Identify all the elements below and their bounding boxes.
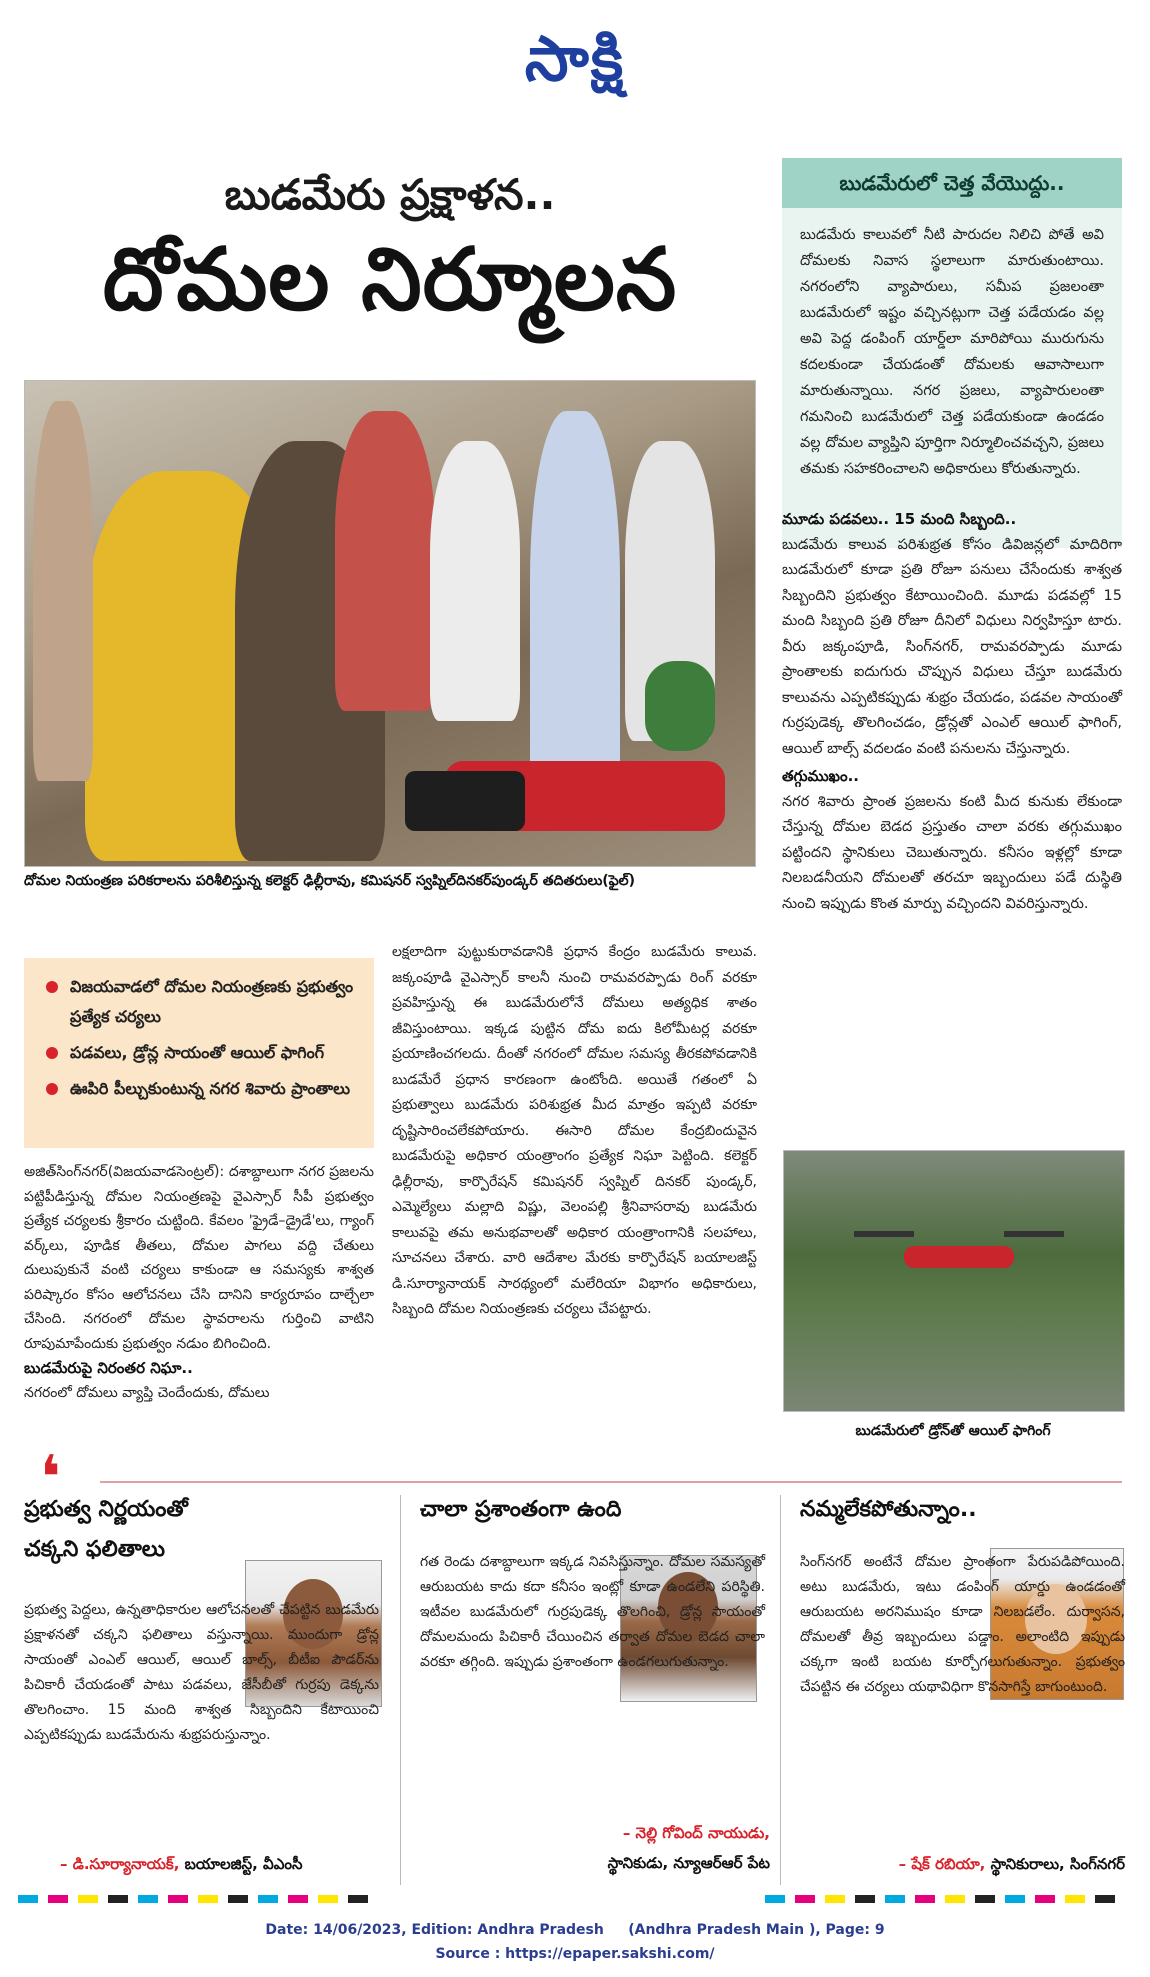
sidebar-text: బుడమేరు కాలువలో నీటి పారుదల నిలిచి పోతే అవి దోమలకు నివాస స్థలాలుగా మారుతుంటాయి. నగరంలోని వ్యాపారులు, సమీప ప్రజలంతా బుడమేరులో ఇష్టం వచ్చినట్లుగా చెత్త పడేయడం వల్ల అవి పెద్ద డంపింగ్ యార్డ్‌లా మారిపోయి మురుగును కదలకుండా చేయడంతో దోమలకు ఆవాసాలుగా మారుతున్నాయి. నగర ప్రజలు, వ్యాపారులంతా గమనించి బుడమేరులో చెత్త పడేయకుండా ఉండడం వల్ల దోమల వ్యాప్తిని పూర్తిగా నిర్మూలించవచ్చని, ప్రజలు తమకు సహకరించాలని అధికారులు కోరుతున్నారు. [800,227,1104,477]
quote-mark-icon: ❛ [40,1443,61,1513]
quote-1-body [24,1598,379,1748]
color-registration-bar-left [18,1895,378,1903]
photo-equipment-green [645,661,715,751]
quote-2-name: – నెల్లి గోవింద్ నాయుడు, [622,1824,770,1842]
quote-3-role: స్థానికురాలు, సింగ్‌నగర్ [985,1855,1125,1873]
drone-icon [904,1246,1014,1268]
quote-1-name: – డి.సూర్యానాయక్, [60,1855,180,1873]
quote-3-signature [790,1855,1125,1877]
photo-figure-man-check [335,411,435,711]
drone-rotor-left [854,1231,914,1237]
left-paragraph-1: అజిత్‌సింగ్‌నగర్(విజయవాడసెంట్రల్): దశాబ్దాలుగా నగర ప్రజలను పట్టిపీడిస్తున్న దోమల నియంత్రణపై వైఎస్సార్ సీపీ ప్రభుత్వం ప్రత్యేక చర్యలకు శ్రీకారం చుట్టింది. కేవలం 'ఫ్రైడే–డ్రైడే'లు, గ్యాంగ్ వర్క్‌లు, పూడిక తీతలు, దోమల పాగలు వద్ది చేతులు దులుపుకునే వంటి చర్యలు కాకుండా ఆ సమస్యకు శాశ్వత పరిష్కారం కోసం ఆలోచనలు చేసి దానిని కార్యరూపం దాల్చేలా చేసింది. నగరంలో దోమల స్థావరాలను గుర్తించి వాటిని రూపుమాపేందుకు ప్రభుత్వం నడుం బిగించింది. [24,1164,374,1352]
footer-source-line[interactable]: Source : https://epaper.sakshi.com/ [435,1946,715,1962]
left-paragraph-2: నగరంలో దోమలు వ్యాప్తి చెందేందుకు, దోమలు [24,1384,270,1401]
quote-1-signature [60,1855,390,1877]
bullet-icon [46,981,58,993]
sidebar-title: బుడమేరులో చెత్త వేయొద్దు.. [782,158,1122,208]
highlights-box [24,958,374,1148]
quote-1-title-2: చక్కని ఫలితాలు [24,1537,165,1562]
quote-2-role: స్థానికుడు, న్యూఆర్ఆర్ పేట [607,1854,770,1872]
quote-1-text: ప్రభుత్వ పెద్దలు, ఉన్నతాధికారుల ఆలోచనలతో చేపట్టిన బుడమేరు ప్రక్షాళనతో చక్కని ఫలితాలు వస్తున్నాయి. ముందుగా డ్రోన్ల సాయంతో ఎంఎల్ ఆయిల్, ఆయిల్ బాల్స్, బీటీఐ పౌడర్‌ను పిచికారీ చేయడంతో పాటు పడవలు, జేసీబీతో గుర్రపు డెక్కను తొలగించాం. 15 మంది శాశ్వత సిబ్బందిని కేటాయించి ఎప్పటికప్పుడు బుడమేరును శుభ్రపరుస్తున్నాం. [24,1602,379,1743]
drone-rotor-right [1004,1231,1064,1237]
masthead-logo: సాక్షి [524,22,626,95]
quote-2-signature [520,1818,770,1878]
drone-caption: బుడమేరులో డ్రోన్‌తో ఆయిల్ ఫాగింగ్ [855,1423,1051,1439]
quote-3-text: సింగ్‌నగర్ అంటేనే దోమల ప్రాంతంగా పేరుపడిపోయింది. అటు బుడమేరు, ఇటు డంపింగ్ యార్డు ఉండడంతో ఆరుబయట అరనిముషం కూడా నిలబడలేం. దుర్వాసన, దోమలతో తీవ్ర ఇబ్బందులు పడ్డాం. అలాంటిది ఇప్పుడు చక్కగా ఇంటి బయట కూర్చోగలుగుతున్నాం. ప్రభుత్వం చేపట్టిన ఈ చర్యలు యథావిధిగా కొనసాగిస్తే బాగుంటుంది. [800,1554,1125,1695]
middle-paragraph: లక్షలాదిగా పుట్టుకురావడానికి ప్రధాన కేంద్రం బుడమేరు కాలువ. జక్కంపూడి వైఎస్సార్ కాలనీ నుంచి రామవరప్పాడు రింగ్ వరకూ ప్రవహిస్తున్న ఈ బుడమేరులోనే దోమలు అత్యధిక శాతం జీవిస్తుంటాయి. ఇక్కడ పుట్టిన దోమ ఐదు కిలోమీటర్ల వరకూ ప్రయాణించగలదు. దీంతో నగరంలో దోమల సమస్య తీరకపోవడానికి బుడమేరే ప్రధాన కారణంగా ఉంటోంది. అయితే గతంలో ఏ ప్రభుత్వాలు బుడమేరు పరిశుభ్రత మీద మాత్రం ఇప్పటి వరకూ దృష్టిసారించలేకపోయారు. ఈసారి దోమల కేంద్రబిందువైన బుడమేరుపై అధికార యంత్రాంగం ప్రత్యేక నిఘా పెట్టింది. కలెక్టర్ ఢిల్లీరావు, కార్పొరేషన్ కమిషనర్ స్వప్నిల్ దినకర్ పుండ్కర్, ఎమ్మెల్యేలు మల్లాది విష్ణు, వెలంపల్లి శ్రీనివాసరావు బుడమేరు కాలువపై తమ అనుభవాలతో అధికార యంత్రాంగానికి సలహాలు, సూచనలు చేశారు. వారి ఆదేశాల మేరకు కార్పొరేషన్ బయాలజిస్ట్ డి.సూర్యానాయక్ సారథ్యంలో మలేరియా విభాగం అధికారులు, సిబ్బంది దోమల నియంత్రణకు చర్యలు చేపట్టారు. [392,944,757,1317]
photo-equipment-black [405,771,525,831]
photo-figure-man-left [33,401,93,781]
sidebar-box [782,158,1122,548]
article-headline: దోమల నిర్మూలన [102,230,678,330]
bullet-icon [46,1083,58,1095]
footer-date-line: Date: 14/06/2023, Edition: Andhra Pradesh (Andhra Pradesh Main ), Page: 9 [265,1922,885,1938]
quote-2-text: గత రెండు దశాబ్దాలుగా ఇక్కడ నివసిస్తున్నాం. దోమల సమస్యతో ఆరుబయట కాదు కదా కనీసం ఇంట్లో కూడా ఉండలేని పరిస్థితి. ఇటీవల బుడమేరులో గుర్రపుడెక్క తొలగించి, డ్రోన్ల సాయంతో దోమలమందు పిచికారీ చేయించిన తర్వాత దోమల బెడద చాలా వరకూ తగ్గింది. ఇప్పుడు ప్రశాంతంగా ఉండగలుగుతున్నాం. [420,1554,765,1670]
quote-3-body [800,1550,1125,1700]
sidebar-body [782,208,1122,548]
color-registration-bar-right [765,1895,1125,1903]
highlight-item: పడవలు, డ్రోన్ల సాయంతో ఆయిల్ ఫాగింగ్ [42,1038,358,1068]
quote-2-body [420,1550,765,1675]
right-paragraph-2: నగర శివారు ప్రాంత ప్రజలను కంటి మీద కునుకు లేకుండా చేస్తున్న దోమల బెడద ప్రస్తుతం చాలా వరకు తగ్గుముఖం పట్టిందని స్థానికులు చెబుతున్నారు. కనీసం ఇళ్లల్లో కూడా నిలబడనీయని దోమలతో తరచూ ఇబ్బందులు పడే దుస్థితి నుంచి ఇప్పుడు కొంత మార్పు వచ్చిందని వివరిస్తున్నారు. [782,793,1122,912]
main-photo [24,380,756,867]
quote-block-2 [420,1490,765,1530]
quote-block-3 [800,1490,1125,1530]
highlight-item: విజయవాడలో దోమల నియంత్రణకు ప్రభుత్వం ప్రత్యేక చర్యలు [42,972,358,1032]
photo-figure-man-white [430,441,520,721]
photo-caption: దోమల నియంత్రణ పరికరాలను పరిశీలిస్తున్న కలెక్టర్ ఢిల్లీరావు, కమిషనర్ స్వప్నిల్‌దినకర్‌పుండ్కర్ తదితరులు(ఫైల్) [24,873,635,889]
subhead-surveillance: బుడమేరుపై నిరంతర నిఘా.. [24,1359,193,1377]
highlight-item: ఊపిరి పీల్చుకుంటున్న నగర శివారు ప్రాంతాలు [42,1074,358,1104]
left-column [24,1160,374,1405]
bullet-icon [46,1047,58,1059]
column-divider-1 [400,1495,401,1885]
column-divider-2 [780,1495,781,1885]
drone-photo [783,1150,1125,1412]
quote-1-role: బయాలజిస్ట్, వీఎంసీ [179,1855,303,1873]
quote-3-title: నమ్మలేకపోతున్నాం.. [800,1497,977,1522]
right-paragraph-1: బుడమేరు కాలువ పరిశుభ్రత కోసం డివిజన్లలో మాదిరిగా బుడమేరులో కూడా ప్రతి రోజూ పనులు చేసేందుకు శాశ్వత సిబ్బందిని ప్రభుత్వం కేటాయించింది. మూడు పడవల్లో 15 మంది సిబ్బంది ప్రతి రోజూ దీనిలో విధులు నిర్వహిస్తూ టారు. వీరు జక్కంపూడి, సింగ్‌నగర్, రామవరప్పాడు మూడు ప్రాంతాలకు ఐదుగురు చొప్పున విధులు చేస్తూ బుడమేరు కాలువను ఎప్పటికప్పుడు శుభ్రం చేయడం, పడవల సాయంతో గుర్రపుడెక్క తొలగించడం, డ్రోన్లతో ఎంఎల్ ఆయిల్ ఫాగింగ్, ఆయిల్ బాల్స్ వదలడం వంటి పనులను చేస్తున్నారు. [782,536,1122,757]
subhead-boats: మూడు పడవలు.. 15 మంది సిబ్బంది.. [782,510,1017,528]
section-divider [100,1481,1122,1483]
article-kicker: బుడమేరు ప్రక్షాళన.. [224,170,556,219]
middle-column [392,940,757,1323]
subhead-decline: తగ్గుముఖం.. [782,767,859,785]
quote-block-1 [24,1490,379,1570]
quote-1-title: ప్రభుత్వ నిర్ణయంతో [24,1497,188,1522]
quote-2-title: చాలా ప్రశాంతంగా ఉంది [420,1497,622,1522]
right-column [782,507,1122,917]
quote-3-name: – షేక్ రబియా, [898,1855,986,1873]
